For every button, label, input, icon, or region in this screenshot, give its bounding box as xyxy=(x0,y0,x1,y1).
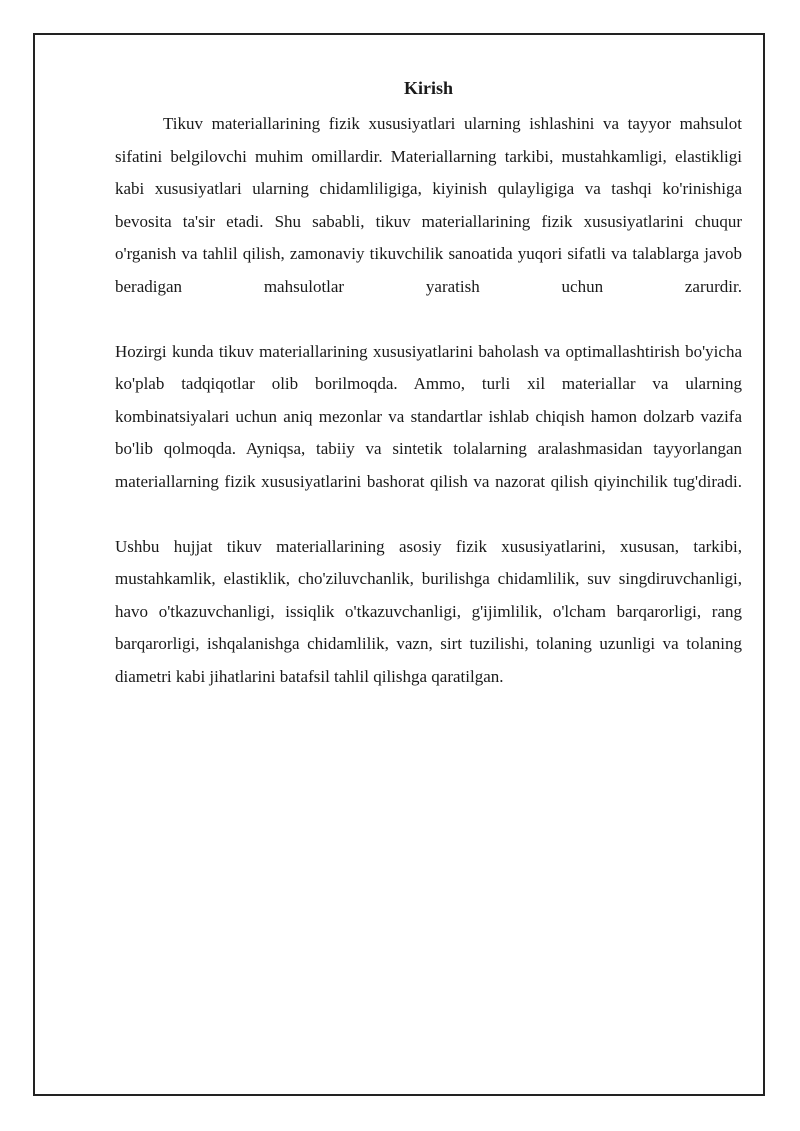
paragraph-gap xyxy=(115,498,742,531)
paragraph-gap xyxy=(115,303,742,336)
document-title: Kirish xyxy=(403,78,453,98)
paragraph-current-research: Hozirgi kunda tikuv materiallarining xususiyatlarini baholash va optimallashtirish bo'yicha ko'plab tadqiqotlar olib borilmoqda. Ammo, turli xil materiallar va ularning kombinatsiyalari uchun aniq mezonlar va standartlar ishlab chiqish hamon dolzarb vazifa bo'lib qolmoqda. Ayniqsa, tabiiy va sintetik tolalarning aralashmasidan tayyorlangan materiallarning fizik xususiyatlarini bashorat qilish va nazorat qilish qiyinchilik tug'diradi. xyxy=(115,341,742,491)
document-body xyxy=(115,72,742,693)
paragraph-intro: Tikuv materiallarining fizik xususiyatlari ularning ishlashini va tayyor mahsulot sifatini belgilovchi muhim omillardir. Materiallarning tarkibi, mustahkamligi, elastikligi kabi xususiyatlari ularning chidamliligiga, kiyinish qulayligiga va tashqi ko'rinishiga bevosita ta'sir etadi. Shu sababli, tikuv materiallarining fizik xususiyatlarini chuqur o'rganish va tahlil qilish, zamonaviy tikuvchilik sanoatida yuqori sifatli va talablarga javob beradigan mahsulotlar yaratish uchun zarurdir. xyxy=(115,114,742,296)
paragraph-scope: Ushbu hujjat tikuv materiallarining asosiy fizik xususiyatlarini, xususan, tarkibi, mustahkamlik, elastiklik, cho'ziluvchanlik, burilishga chidamlilik, suv singdiruvchanligi, havo o'tkazuvchanligi, issiqlik o'tkazuvchanligi, g'ijimlilik, o'lcham barqarorligi, rang barqarorligi, ishqalanishga chidamlilik, vazn, sirt tuzilishi, tolaning uzunligi va tolaning diametri kabi jihatlarini batafsil tahlil qilishga qaratilgan. xyxy=(115,536,742,686)
